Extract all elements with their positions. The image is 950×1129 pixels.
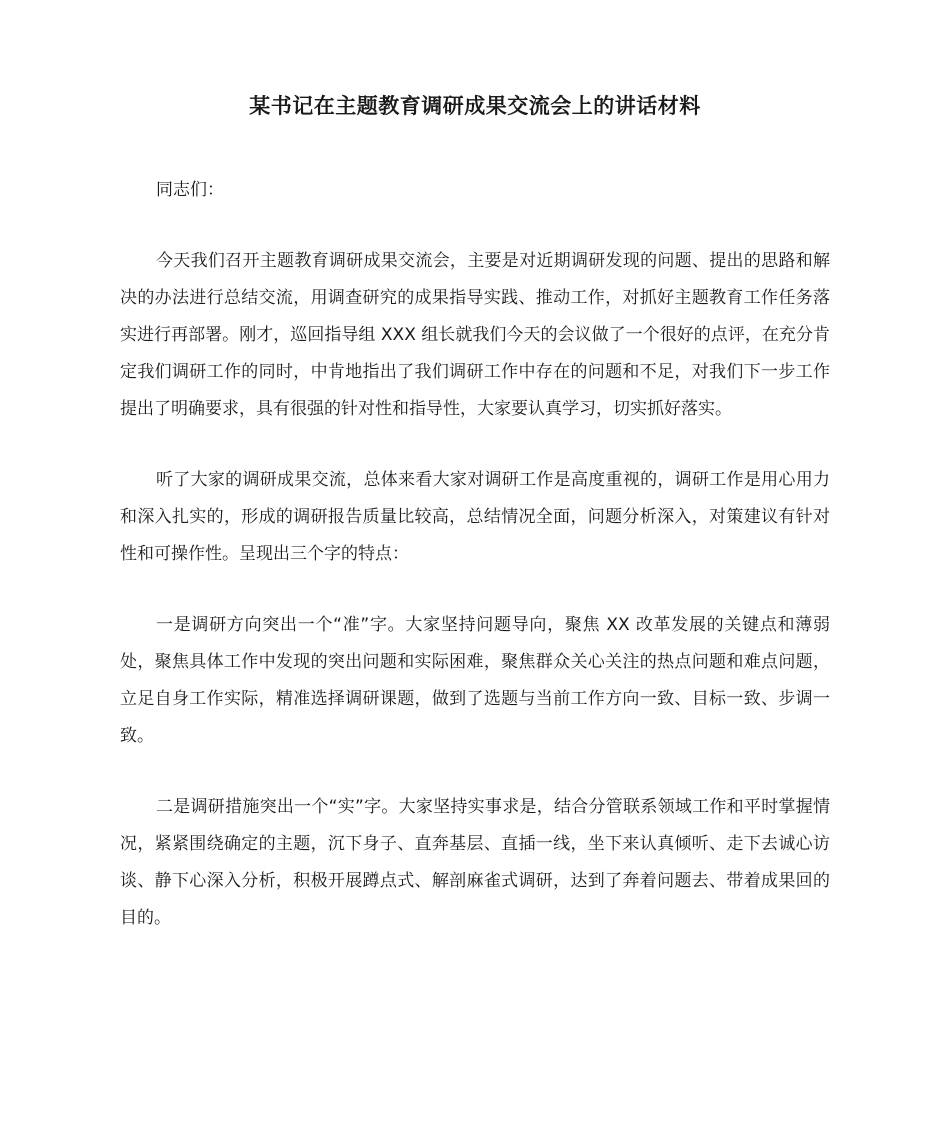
paragraph-summary: 听了大家的调研成果交流，总体来看大家对调研工作是高度重视的，调研工作是用心用力和深入扎实的，形成的调研报告质量比较高，总结情况全面，问题分析深入，对策建议有针对性和可操作性。呈现出三个字的特点： [120, 470, 830, 564]
document-body [120, 172, 830, 971]
paragraph-point-one: 一是调研方向突出一个“准”字。大家坚持问题导向，聚焦 XX 改革发展的关键点和薄弱处，聚焦具体工作中发现的突出问题和实际困难，聚焦群众关心关注的热点问题和难点问题，立足自身工作实际，精准选择调研课题，做到了选题与当前工作方向一致、目标一致、步调一致。 [120, 615, 830, 746]
paragraph-opening: 今天我们召开主题教育调研成果交流会，主要是对近期调研发现的问题、提出的思路和解决的办法进行总结交流，用调查研究的成果指导实践、推动工作，对抓好主题教育工作任务落实进行再部署。刚才，巡回指导组 XXX 组长就我们今天的会议做了一个很好的点评，在充分肯定我们调研工作的同时，中肯地指出了我们调研工作中存在的问题和不足，对我们下一步工作提出了明确要求，具有很强的针对性和指导性，大家要认真学习，切实抓好落实。 [120, 251, 830, 419]
salutation: 同志们： [156, 180, 224, 200]
paragraph-point-two: 二是调研措施突出一个“实”字。大家坚持实事求是，结合分管联系领域工作和平时掌握情况，紧紧围绕确定的主题，沉下身子、直奔基层、直插一线，坐下来认真倾听、走下去诚心访谈、静下心深入分析，积极开展蹲点式、解剖麻雀式调研，达到了奔着问题去、带着成果回的目的。 [120, 797, 830, 928]
document-title: 某书记在主题教育调研成果交流会上的讲话材料 [249, 94, 701, 118]
